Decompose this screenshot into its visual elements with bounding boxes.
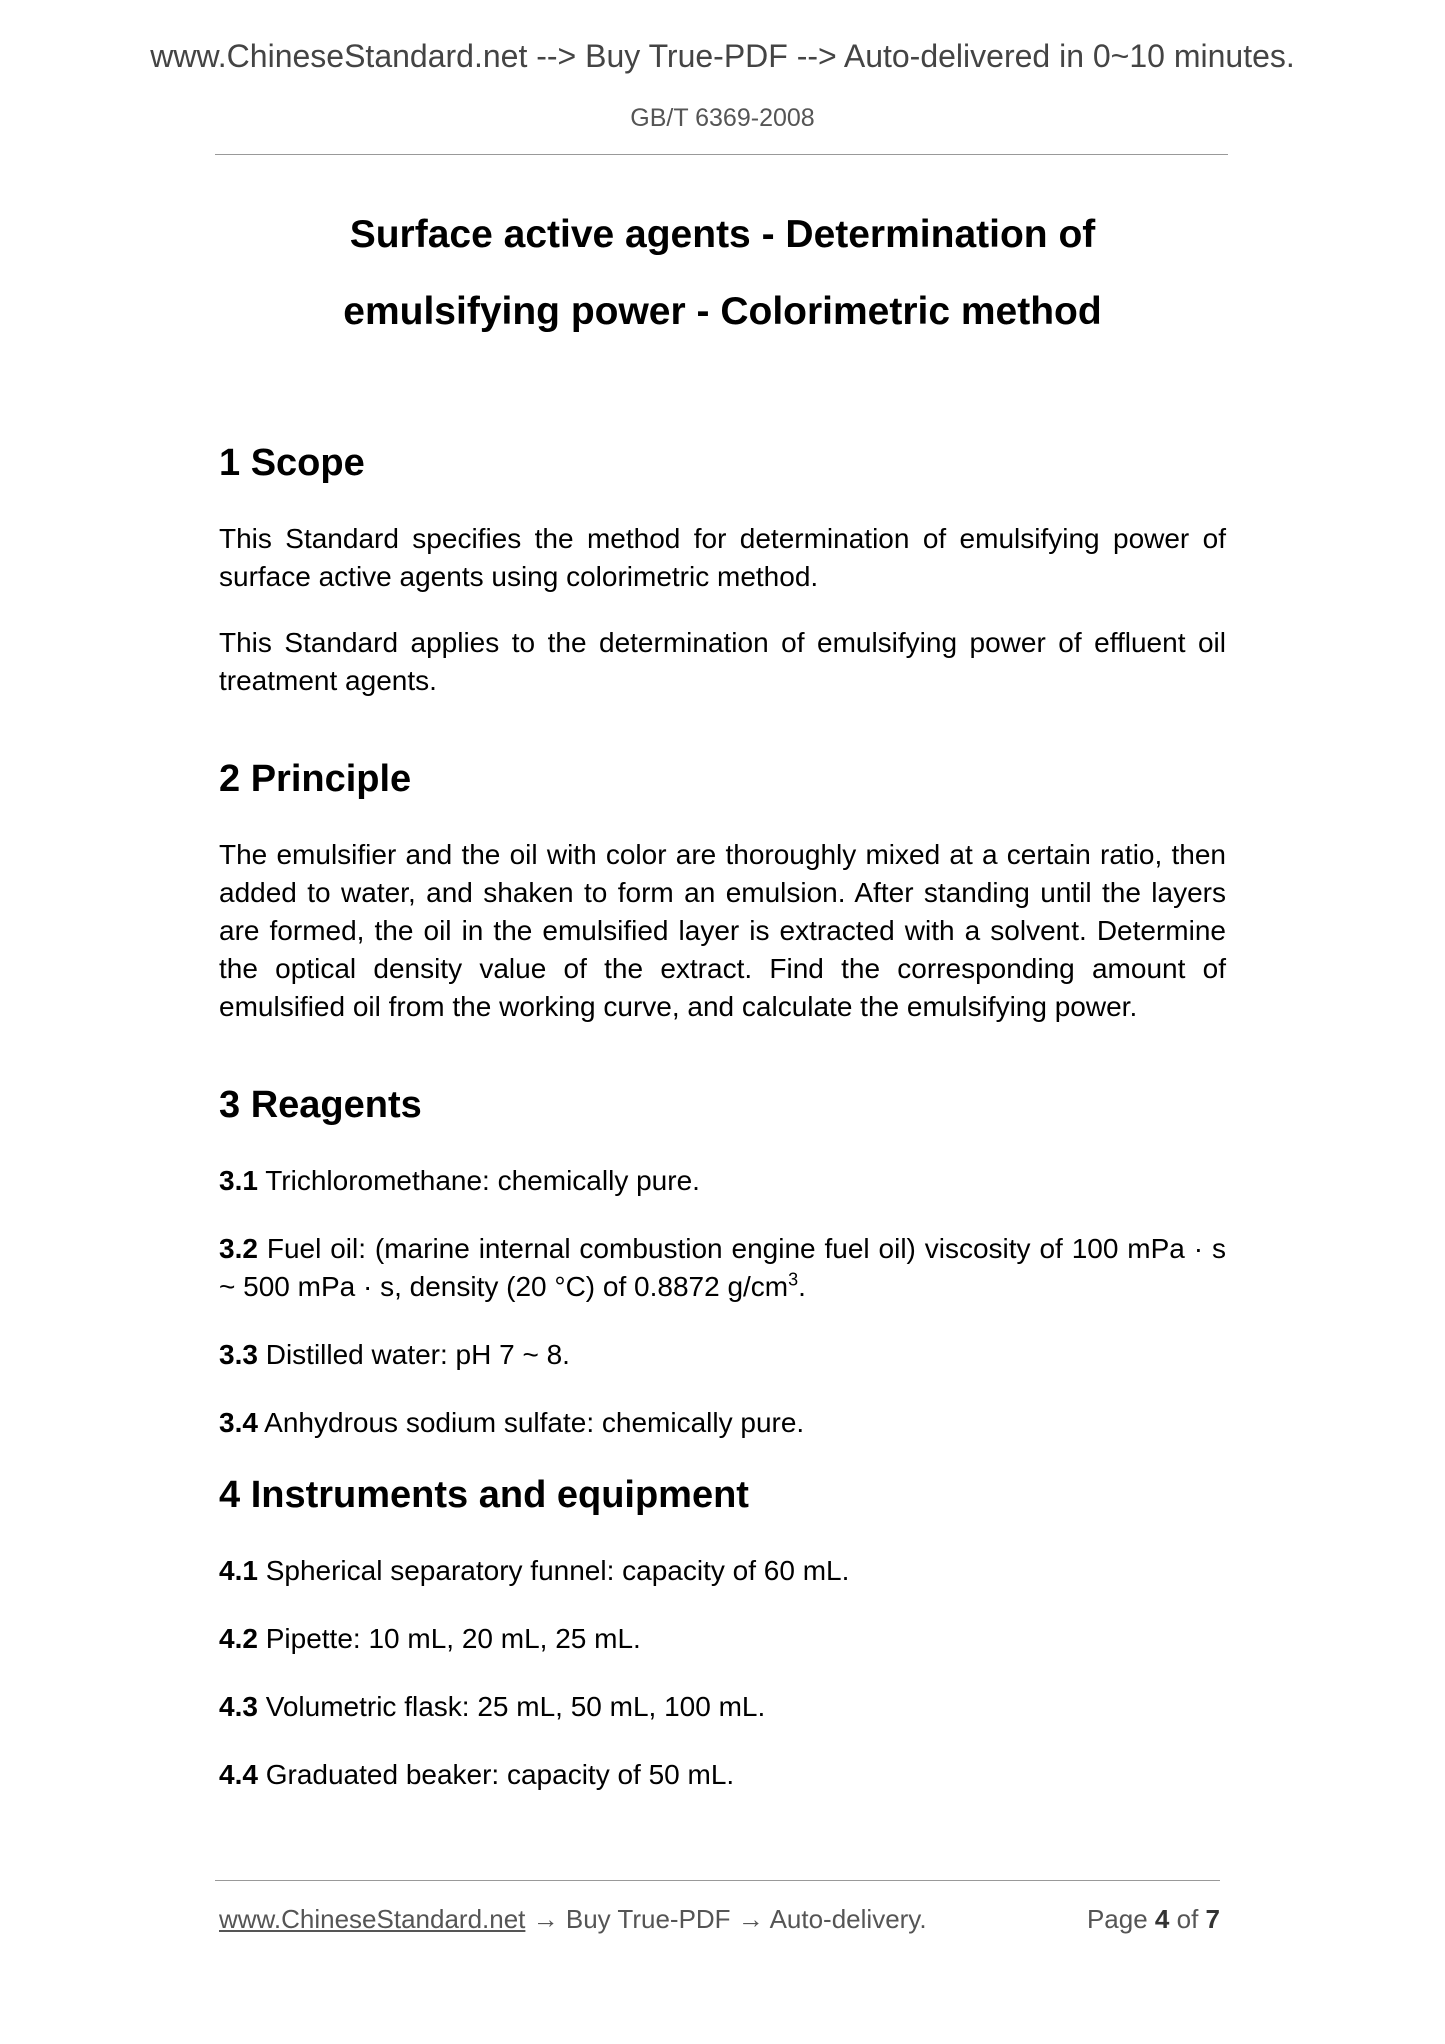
item-text: Distilled water: pH 7 ~ 8. [265, 1339, 570, 1370]
page-footer [219, 1904, 1220, 1935]
footer-tagline: → Buy True-PDF → Auto-delivery. [525, 1904, 927, 1934]
instrument-item [219, 1552, 1226, 1590]
section-heading-reagents: 3 Reagents [219, 1084, 422, 1126]
standard-code: GB/T 6369-2008 [630, 104, 815, 132]
item-number: 3.2 [219, 1233, 258, 1264]
document-title [0, 196, 1445, 350]
scope-paragraph-1: This Standard specifies the method for determination of emulsifying power of surface active agents using colorimetric method. [219, 523, 1226, 592]
document-body [219, 440, 1226, 1824]
footer-link[interactable]: www.ChineseStandard.net [219, 1904, 526, 1934]
scope-paragraph-2: This Standard applies to the determination of emulsifying power of effluent oil treatment agents. [219, 627, 1226, 696]
reagent-item [219, 1336, 1226, 1374]
item-text: Spherical separatory funnel: capacity of 60 mL. [265, 1555, 850, 1586]
page-indicator [1087, 1904, 1220, 1935]
item-text: Anhydrous sodium sulfate: chemically pure. [264, 1407, 805, 1438]
title-line-2: emulsifying power - Colorimetric method [343, 290, 1102, 333]
reagent-item [219, 1404, 1226, 1442]
page-current: 4 [1154, 1904, 1170, 1934]
page-of: of [1176, 1904, 1199, 1934]
reagent-item [219, 1162, 1226, 1200]
item-text: Graduated beaker: capacity of 50 mL. [265, 1759, 735, 1790]
item-number: 3.4 [219, 1407, 258, 1438]
item-number: 4.4 [219, 1759, 258, 1790]
instrument-item [219, 1688, 1226, 1726]
item-text: Volumetric flask: 25 mL, 50 mL, 100 mL. [265, 1691, 766, 1722]
item-text-tail: . [798, 1271, 806, 1302]
item-number: 3.1 [219, 1165, 258, 1196]
title-line-1: Surface active agents - Determination of [349, 213, 1096, 256]
principle-paragraph: The emulsifier and the oil with color are thoroughly mixed at a certain ratio, then added to water, and shaken to form an emulsion. After standing until the layers are formed, the oil in the emulsified layer is extracted with a solvent. Determine the optical density value of the extract. Find the corresponding amount of emulsified oil from the working curve, and calculate the emulsifying power. [219, 839, 1226, 1022]
instrument-item [219, 1620, 1226, 1658]
item-number: 4.3 [219, 1691, 258, 1722]
instrument-item [219, 1756, 1226, 1794]
footer-divider [215, 1880, 1220, 1881]
superscript: 3 [788, 1269, 799, 1290]
section-heading-scope: 1 Scope [219, 442, 365, 484]
item-number: 4.2 [219, 1623, 258, 1654]
top-banner: www.ChineseStandard.net --> Buy True-PDF --> Auto-delivered in 0~10 minutes. [150, 38, 1295, 74]
reagent-item [219, 1230, 1226, 1306]
page-label: Page [1086, 1904, 1148, 1934]
item-number: 3.3 [219, 1339, 258, 1370]
item-text: Trichloromethane: chemically pure. [265, 1165, 700, 1196]
section-heading-instruments: 4 Instruments and equipment [219, 1474, 749, 1516]
section-heading-principle: 2 Principle [219, 758, 412, 800]
header-divider [215, 154, 1228, 155]
page-total: 7 [1205, 1904, 1220, 1934]
item-text: Pipette: 10 mL, 20 mL, 25 mL. [265, 1623, 641, 1654]
item-text: Fuel oil: (marine internal combustion engine fuel oil) viscosity of 100 mPa · s ~ 500 mPa · s, density (20 °C) of 0.8872 g/cm [219, 1233, 1226, 1302]
item-number: 4.1 [219, 1555, 258, 1586]
